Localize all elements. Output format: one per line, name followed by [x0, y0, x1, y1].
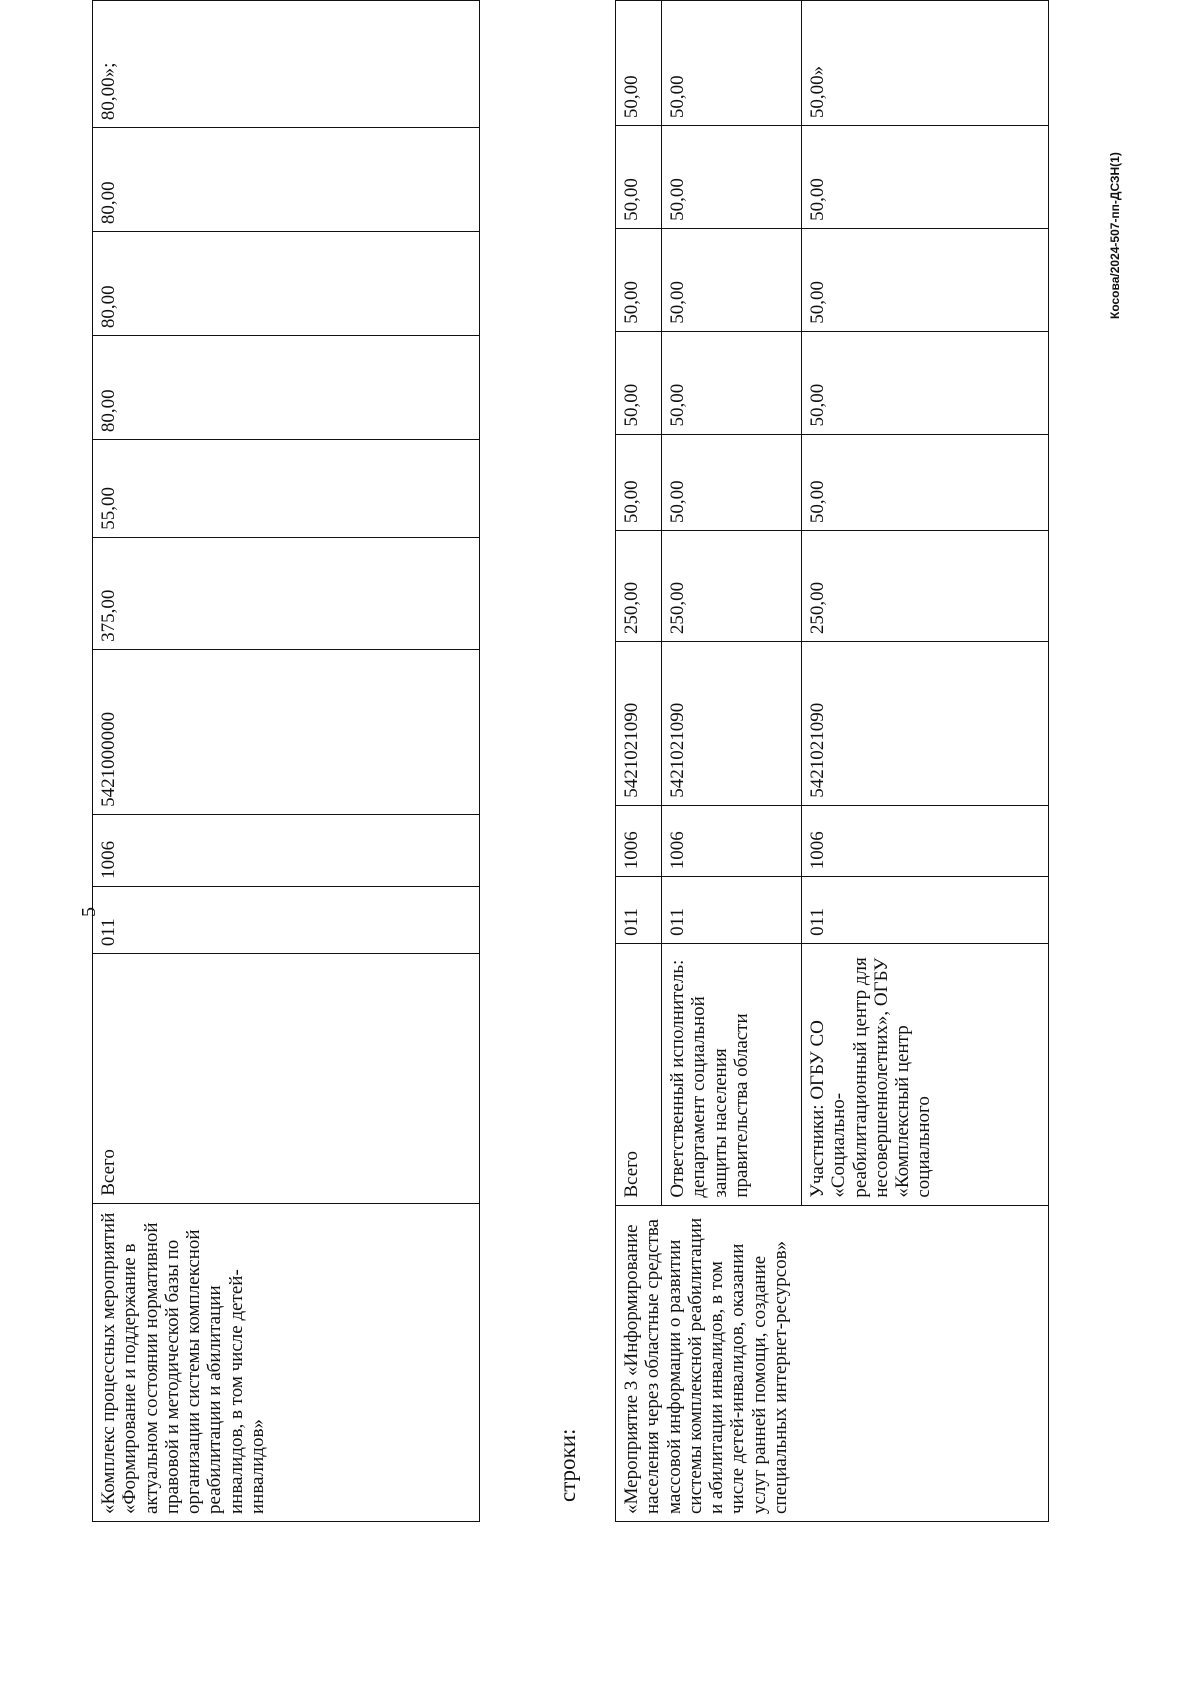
table-row [616, 1, 662, 1522]
role-cell: Участники: ОГБУ СО «Социально-реабилитационный центр для несовершеннолетних», ОГБУ «Комплексный центр социального [802, 943, 1049, 1205]
year4-cell: 50,00 [802, 126, 1049, 229]
year3-cell: 50,00 [616, 228, 662, 331]
year2-cell: 50,00 [616, 331, 662, 434]
rzpr-cell: 1006 [616, 805, 662, 876]
year2-cell: 80,00 [93, 336, 480, 440]
year2-cell: 50,00 [662, 331, 802, 434]
role-cell: Ответственный исполнитель: департамент социальной защиты населения правительства области [662, 943, 802, 1205]
total-cell: 250,00 [662, 531, 802, 642]
year3-cell: 50,00 [662, 228, 802, 331]
year1-cell: 50,00 [616, 434, 662, 531]
measure-name-cell: «Комплекс процессных мероприятий «Формирование и поддержание в актуальном состоянии нормативной правовой и методической базы по организации системы комплексной реабилитации и абилитации инвалидов, в том числе детей-инвалидов» [93, 1203, 480, 1521]
year1-cell: 50,00 [802, 434, 1049, 531]
total-cell: 375,00 [93, 537, 480, 649]
year5-cell: 50,00» [802, 1, 1049, 126]
table-row [93, 1, 480, 1522]
csr-cell: 5421021090 [616, 642, 662, 806]
total-cell: 250,00 [616, 531, 662, 642]
year4-cell: 50,00 [662, 126, 802, 229]
year3-cell: 50,00 [802, 228, 1049, 331]
table-measure-3 [615, 0, 1049, 1522]
grbs-cell: 011 [616, 877, 662, 944]
between-label: строки: [555, 1428, 580, 1502]
grbs-cell: 011 [802, 877, 1049, 944]
total-cell: 250,00 [802, 531, 1049, 642]
rzpr-cell: 1006 [802, 805, 1049, 876]
year2-cell: 50,00 [802, 331, 1049, 434]
rzpr-cell: 1006 [93, 814, 480, 886]
measure-name-cell: «Мероприятие 3 «Информирование населения через областные средства массовой информации о развитии системы комплексной реабилитации и абилитации инвалидов, в том числе детей-инвалидов, оказании услуг ранней помощи, создание специальных интернет-ресурсов» [616, 1205, 1049, 1521]
year4-cell: 50,00 [616, 126, 662, 229]
year5-cell: 80,00»; [93, 1, 480, 128]
csr-cell: 5421021090 [802, 642, 1049, 806]
role-cell: Всего [93, 954, 480, 1204]
year3-cell: 80,00 [93, 232, 480, 336]
year5-cell: 50,00 [616, 1, 662, 126]
table-complex-measures [92, 0, 480, 1522]
page-number: 5 [78, 907, 100, 917]
grbs-cell: 011 [93, 886, 480, 953]
grbs-cell: 011 [662, 877, 802, 944]
year4-cell: 80,00 [93, 128, 480, 232]
document-code: Косова/2024-507-пп-ДСЗН(1) [1108, 152, 1122, 319]
rzpr-cell: 1006 [662, 805, 802, 876]
csr-cell: 5421021090 [662, 642, 802, 806]
year5-cell: 50,00 [662, 1, 802, 126]
year1-cell: 55,00 [93, 440, 480, 538]
year1-cell: 50,00 [662, 434, 802, 531]
role-cell: Всего [616, 943, 662, 1205]
csr-cell: 5421000000 [93, 649, 480, 814]
